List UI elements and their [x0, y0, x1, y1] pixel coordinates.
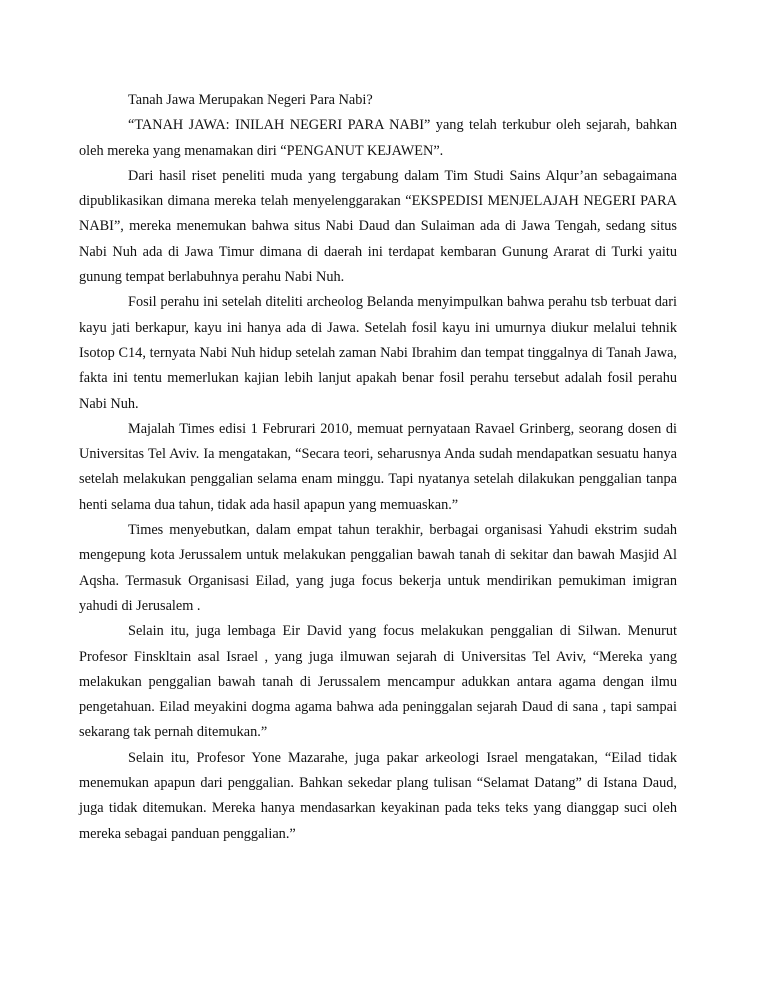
paragraph-intro: “TANAH JAWA: INILAH NEGERI PARA NABI” yang telah terkubur oleh sejarah, bahkan oleh mereka yang menamakan diri “PENGANUT KEJAWEN”. [79, 117, 677, 159]
paragraph-fossil: Fosil perahu ini setelah diteliti archeolog Belanda menyimpulkan bahwa perahu tsb terbuat dari kayu jati berkapur, kayu ini hanya ada di Jawa. Setelah fosil kayu ini umurnya diukur melalui tehnik Isotop C14, ternyata Nabi Nuh hidup setelah zaman Nabi Ibrahim dan tempat tinggalnya di Tanah Jawa, fakta ini tentu memerlukan kajian lebih lanjut apakah benar fosil perahu tersebut adalah fosil perahu Nabi Nuh. [79, 294, 677, 412]
paragraph-organizations: Times menyebutkan, dalam empat tahun terakhir, berbagai organisasi Yahudi ekstrim sudah mengepung kota Jerussalem untuk melakukan penggalian bawah tanah di sekitar dan bawah Masjid Al Aqsha. Termasuk Organisasi Eilad, yang juga focus bekerja untuk mendirikan pemukiman imigran yahudi di Jerusalem . [79, 522, 677, 614]
paragraph-mazarahe: Selain itu, Profesor Yone Mazarahe, juga pakar arkeologi Israel mengatakan, “Eilad tidak menemukan apapun dari penggalian. Bahkan sekedar plang tulisan “Selamat Datang” di Istana Daud, juga tidak ditemukan. Mereka hanya mendasarkan keyakinan pada teks teks yang dianggap suci oleh mereka sebagai panduan penggalian.” [79, 749, 677, 842]
paragraph-times-magazine: Majalah Times edisi 1 Februrari 2010, memuat pernyataan Ravael Grinberg, seorang dosen di Universitas Tel Aviv. Ia mengatakan, “Secara teori, seharusnya Anda sudah mendapatkan sesuatu hanya setelah melakukan penggalian selama enam minggu. Tapi nyatanya setelah dilakukan penggalian tanpa henti selama dua tahun, tidak ada hasil apapun yang memuaskan.” [79, 420, 677, 513]
document-title: Tanah Jawa Merupakan Negeri Para Nabi? [128, 92, 373, 108]
document-body [79, 88, 677, 847]
paragraph-eir-david: Selain itu, juga lembaga Eir David yang focus melakukan penggalian di Silwan. Menurut Profesor Finskltain asal Israel , yang juga ilmuwan sejarah di Universitas Tel Aviv, “Mereka yang melakukan penggalian bawah tanah di Jerussalem mencampur adukkan antara agama dengan ilmu pengetahuan. Eilad meyakini dogma agama bahwa ada peninggalan sejarah Daud di sana , tapi sampai sekarang tak pernah ditemukan.” [79, 623, 677, 741]
paragraph-research: Dari hasil riset peneliti muda yang tergabung dalam Tim Studi Sains Alqur’an sebagaimana dipublikasikan dimana mereka telah menyelenggarakan “EKSPEDISI MENJELAJAH NEGERI PARA NABI”, mereka menemukan bahwa situs Nabi Daud dan Sulaiman ada di Jawa Tengah, sedang situs Nabi Nuh ada di Jawa Timur dimana di daerah ini terdapat kembaran Gunung Ararat di Turki yaitu gunung tempat berlabuhnya perahu Nabi Nuh. [79, 167, 677, 286]
